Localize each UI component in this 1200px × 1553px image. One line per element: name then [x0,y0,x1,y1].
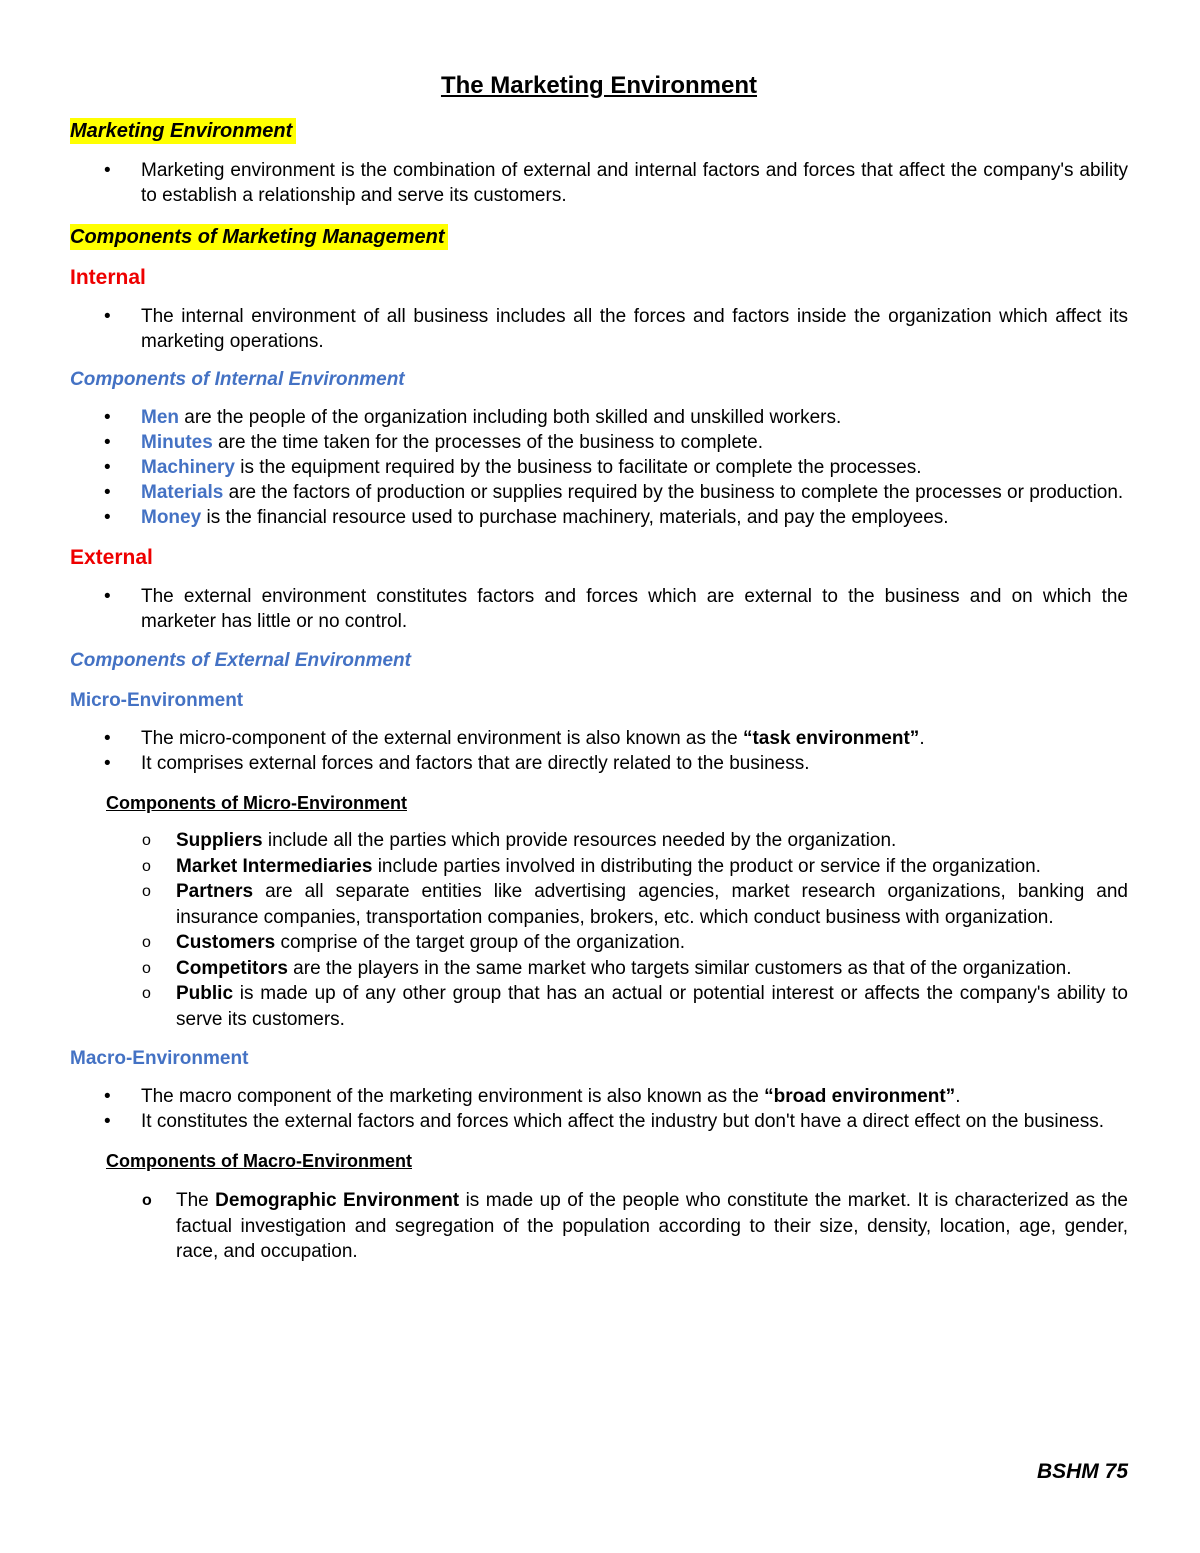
page-footer: BSHM 75 [1036,1460,1128,1483]
term-description: are the people of the organization including both skilled and unskilled workers. [179,407,842,428]
term-description: are the time taken for the processes of the business to complete. [212,432,764,453]
circle-bullet-icon: o [142,985,151,1002]
term-description: is the equipment required by the business to facilitate or complete the processes. [234,457,922,478]
list-item [70,405,1128,430]
section-heading: Marketing Environment [70,118,296,144]
term: Competitors [176,957,288,979]
circle-bullet-icon: o [142,1192,152,1209]
circle-bullet-icon: o [142,832,151,849]
circle-bullet-icon: o [142,857,151,875]
list-item [70,480,1128,505]
term: Suppliers [176,830,263,851]
list-item [70,304,1128,354]
term: Partners [176,881,254,902]
bullet-icon: • [104,306,111,327]
term-description: include all the parties which provide resources needed by the organization. [262,830,897,851]
sub-list-item [70,1188,1128,1265]
sub-list-item [70,854,1128,880]
list-item [70,584,1128,634]
term-description: is made up of any other group that has an actual or potential interest or affects the company's ability to serve its customers. [176,983,1128,1030]
section-micro-environment [70,688,1128,1032]
bullet-icon: • [104,753,111,774]
list-item [70,1084,1128,1109]
sub-list-item [70,828,1128,854]
term: Market Intermediaries [176,855,373,877]
list-item-text: The micro-component of the external environment is also known as the [141,728,743,749]
term-description: comprise of the target group of the organization. [275,932,686,953]
list-item-text: . [919,728,925,749]
section-internal [70,264,1128,530]
section-marketing-environment [70,118,1128,208]
bullet-icon: • [104,728,111,749]
list-item [70,751,1128,776]
term-description: are the factors of production or supplies required by the business to complete the processes or production. [223,482,1124,503]
emphasis-text: “broad environment” [764,1086,956,1107]
list-item-text: It comprises external forces and factors that are directly related to the business. [141,753,810,774]
list-item [70,726,1128,751]
bullet-icon: • [104,432,111,453]
sub-list-item [70,879,1128,930]
list-item [70,455,1128,480]
bullet-icon: • [104,507,111,528]
bullet-icon: • [104,407,111,428]
emphasis-text: “task environment” [742,728,920,749]
list-item-text: It constitutes the external factors and forces which affect the industry but don't have a direct effect on the business. [141,1111,1104,1132]
term: Minutes [141,432,213,453]
list-item-text: . [955,1086,961,1107]
section-macro-environment [70,1046,1128,1265]
micro-components-heading: Components of Micro-Environment [106,793,407,813]
term: Demographic Environment [215,1190,460,1211]
list-item-text: The macro component of the marketing environment is also known as the [141,1086,765,1107]
sub-list-item [70,956,1128,982]
list-item [70,1109,1128,1134]
term-description: are the players in the same market who targets similar customers as that of the organization. [287,957,1072,979]
external-components-heading: Components of External Environment [70,650,411,671]
macro-components-heading: Components of Macro-Environment [106,1151,413,1171]
page-title: The Marketing Environment [440,72,758,99]
internal-components-heading: Components of Internal Environment [70,369,405,390]
term-description: are all separate entities like advertising agencies, market research organizations, banking and insurance companies, transportation companies, brokers, etc. which conduct business with organization. [176,881,1128,928]
list-item-text: The external environment constitutes factors and forces which are external to the business and on which the marketer has little or no control. [141,586,1128,632]
section-components-marketing-management [70,224,1128,250]
list-item-text: The [176,1190,216,1211]
term: Men [141,407,179,428]
term: Public [176,983,234,1004]
term: Materials [141,482,224,503]
bullet-icon: • [104,1111,111,1132]
list-item [70,158,1128,208]
term-description: is the financial resource used to purchase machinery, materials, and pay the employees. [201,507,949,528]
term: Money [141,507,202,528]
term-description: include parties involved in distributing the product or service if the organization. [372,855,1041,877]
circle-bullet-icon: o [142,959,151,977]
macro-heading: Macro-Environment [70,1048,249,1069]
bullet-icon: • [104,482,111,503]
term-description: is made up of the people who constitute the market. It is characterized as the factual investigation and segregation of the population according to their size, density, location, age, gender, race, and occupation. [176,1190,1128,1262]
bullet-icon: • [104,1086,111,1107]
list-item [70,505,1128,530]
external-heading: External [70,546,153,569]
section-external [70,544,1128,674]
document-page [70,70,1128,1265]
bullet-icon: • [104,160,111,181]
bullet-icon: • [104,586,111,607]
internal-heading: Internal [70,266,146,289]
sub-list-item [70,930,1128,956]
sub-list-item [70,981,1128,1032]
circle-bullet-icon: o [142,934,151,951]
micro-heading: Micro-Environment [70,690,244,711]
term: Customers [176,932,276,953]
list-item [70,430,1128,455]
section-heading: Components of Marketing Management [70,224,448,250]
circle-bullet-icon: o [142,883,151,900]
list-item-text: Marketing environment is the combination of external and internal factors and forces that affect the company's ability to establish a relationship and serve its customers. [141,160,1128,206]
bullet-icon: • [104,457,111,478]
term: Machinery [141,457,235,478]
list-item-text: The internal environment of all business includes all the forces and factors inside the organization which affect its marketing operations. [141,306,1128,352]
